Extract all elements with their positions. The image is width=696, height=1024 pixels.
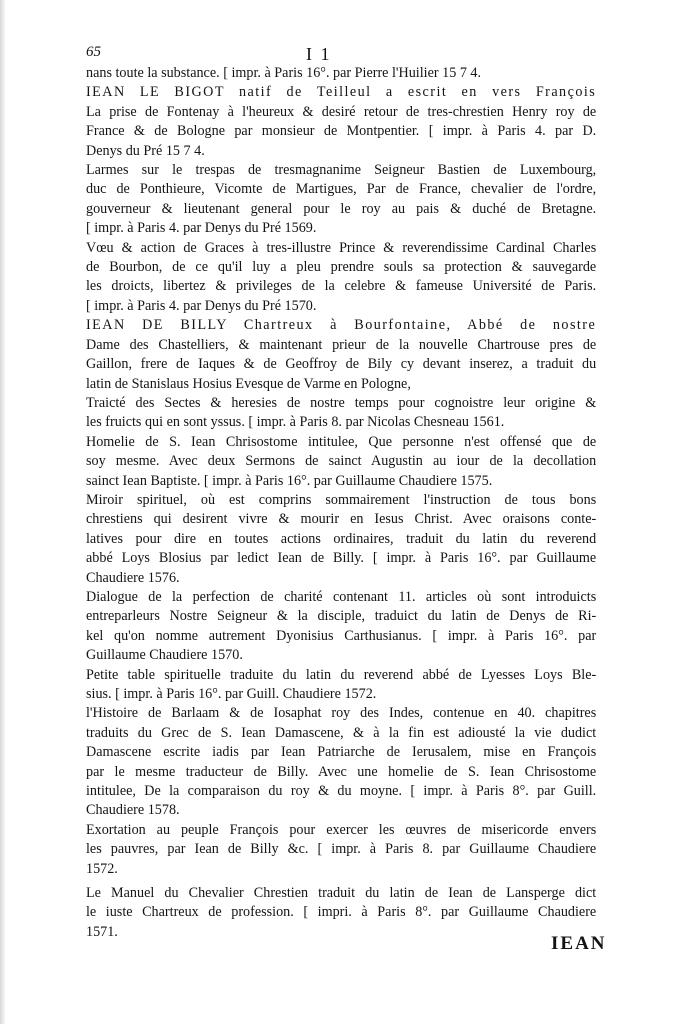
bibliography-entry xyxy=(86,394,612,433)
entry-line: France & de Bologne par monsieur de Montpentier. [ impr. à Paris 4. par D. xyxy=(86,123,597,140)
entry-line: gouverneur & lieutenant general pour le roy au pais & duché de Bretagne. xyxy=(86,200,597,217)
entry-line: abbé Loys Blosius par ledict Iean de Billy. [ impr. à Paris 16°. par Guillaume xyxy=(86,550,597,567)
entry-line: Vœu & action de Graces à tres-illustre Prince & reverendissime Cardinal Charles xyxy=(86,239,597,256)
entry-line: Exortation au peuple François pour exercer les œuvres de misericorde envers xyxy=(86,821,597,838)
bibliography-entry xyxy=(86,316,612,394)
folio-number: 65 xyxy=(86,44,101,60)
bibliography-entry xyxy=(86,491,612,588)
entry-line: sius. [ impr. à Paris 16°. par Guill. Chaudiere 1572. xyxy=(86,686,377,702)
entry-line: Dialogue de la perfection de charité contenant 11. articles où sont introduicts xyxy=(86,588,597,605)
entry-line: [ impr. à Paris 4. par Denys du Pré 1570. xyxy=(86,297,317,314)
entry-line: entreparleurs Nostre Seigneur & la disciple, traduict du latin de Denys de Ri- xyxy=(86,608,597,625)
entry-line: Homelie de S. Iean Chrisostome intitulee, Que personne n'est offensé que de xyxy=(86,433,597,450)
entry-line: le iuste Chartreux de profession. [ impri. à Paris 8°. par Guillaume Chaudiere xyxy=(86,904,597,921)
entry-line: les droicts, libertez & privileges de la celebre & fameuse Université de Paris. xyxy=(86,278,597,295)
entry-line: les pauvres, par Iean de Billy &c. [ impr. à Paris 8. par Guillaume Chaudiere xyxy=(86,841,597,858)
entry-line: Traicté des Sectes & heresies de nostre temps pour cognoistre leur origine & xyxy=(86,394,597,411)
bibliography-entry xyxy=(86,821,612,879)
entry-line: Miroir spirituel, où est comprins sommairement l'instruction de tous bons xyxy=(86,491,597,508)
entry-line: 1572. xyxy=(86,860,118,877)
entry-line: Dame des Chastelliers, & maintenant prieur de la nouvelle Chartrouse pres de xyxy=(86,336,597,353)
signature-mark: I 1 xyxy=(306,44,332,64)
entry-line: les fruicts qui en sont yssus. [ impr. à Paris 8. par Nicolas Chesneau 1561. xyxy=(86,414,505,431)
entry-line: chrestiens qui desirent vivre & mourir en Iesus Christ. Avec oraisons conte- xyxy=(86,511,597,528)
entry-line: par le mesme traducteur de Billy. Avec une homelie de S. Iean Chrisostome xyxy=(86,763,597,780)
bibliography-entry xyxy=(86,433,612,491)
entry-line: l'Histoire de Barlaam & de Iosaphat roy des Indes, contenue en 40. chapitres xyxy=(86,705,597,722)
entry-line: duc de Ponthieure, Vicomte de Martigues, Par de France, chevalier de l'ordre, xyxy=(86,181,597,198)
entry-line: [ impr. à Paris 4. par Denys du Pré 1569. xyxy=(86,220,317,237)
entry-line: Le Manuel du Chevalier Chrestien traduit du latin de Iean de Lansperge dict xyxy=(86,885,597,902)
entry-line: Chaudiere 1576. xyxy=(86,569,180,586)
entry-line: latin de Stanislaus Hosius Evesque de Varme en Pologne, xyxy=(86,375,411,392)
catchword: IEAN xyxy=(551,933,607,954)
entry-line: de Bourbon, de ce qu'il luy a pleu prendre souls sa protection & sauvegarde xyxy=(86,259,597,276)
entry-line: intitulee, De la comparaison du roy & du moyne. [ impr. à Paris 8°. par Guill. xyxy=(86,783,597,800)
entry-line: La prise de Fontenay à l'heureux & desiré retour de tres-chrestien Henry roy de xyxy=(86,103,597,120)
entry-line: IEAN DE BILLY Chartreux à Bourfontaine, Abbé de nostre xyxy=(86,317,597,334)
bibliography-entry xyxy=(86,64,612,83)
bibliography-entry xyxy=(86,704,612,820)
entry-line: sainct Iean Baptiste. [ impr. à Paris 16°. par Guillaume Chaudiere 1575. xyxy=(86,472,493,489)
entry-line: traduits du Grec de S. Iean Damascene, & à la fin est adiousté la vie dudict xyxy=(86,724,597,741)
text-block xyxy=(86,64,612,942)
bibliography-entry xyxy=(86,884,612,942)
scan-edge-shadow xyxy=(0,0,6,1024)
entry-line: Damascene escrite iadis par Iean Patriarche de Ierusalem, mise en François xyxy=(86,744,597,761)
entry-line: Gaillon, frere de Iaques & de Geoffroy de Bily cy devant inserez, a traduit du xyxy=(86,356,597,373)
entry-line: soy mesme. Avec deux Sermons de sainct Augustin au iour de la decollation xyxy=(86,453,597,470)
entry-line: latives pour dire en toutes actions ordinaires, traduit du latin du reverend xyxy=(86,530,597,547)
bibliography-entry xyxy=(86,239,612,317)
bibliography-entry xyxy=(86,666,612,705)
bibliography-entry xyxy=(86,588,612,666)
entry-line: IEAN LE BIGOT natif de Teilleul a escrit en vers François xyxy=(86,84,597,101)
entry-line: kel qu'on nomme autrement Dyonisius Carthusianus. [ impr. à Paris 16°. par xyxy=(86,627,597,644)
entry-line: Larmes sur le trespas de tresmagnanime Seigneur Bastien de Luxembourg, xyxy=(86,162,597,179)
entry-line: Petite table spirituelle traduite du latin du reverend abbé de Lyesses Loys Ble- xyxy=(86,666,597,683)
entry-line: Chaudiere 1578. xyxy=(86,802,180,819)
entry-line: Denys du Pré 15 7 4. xyxy=(86,142,205,159)
bibliography-entry xyxy=(86,83,612,161)
entry-line: 1571. xyxy=(86,923,118,940)
entry-line: nans toute la substance. [ impr. à Paris 16°. par Pierre l'Huilier 15 7 4. xyxy=(86,65,482,81)
bibliography-entry xyxy=(86,161,612,239)
entry-line: Guillaume Chaudiere 1570. xyxy=(86,647,243,664)
